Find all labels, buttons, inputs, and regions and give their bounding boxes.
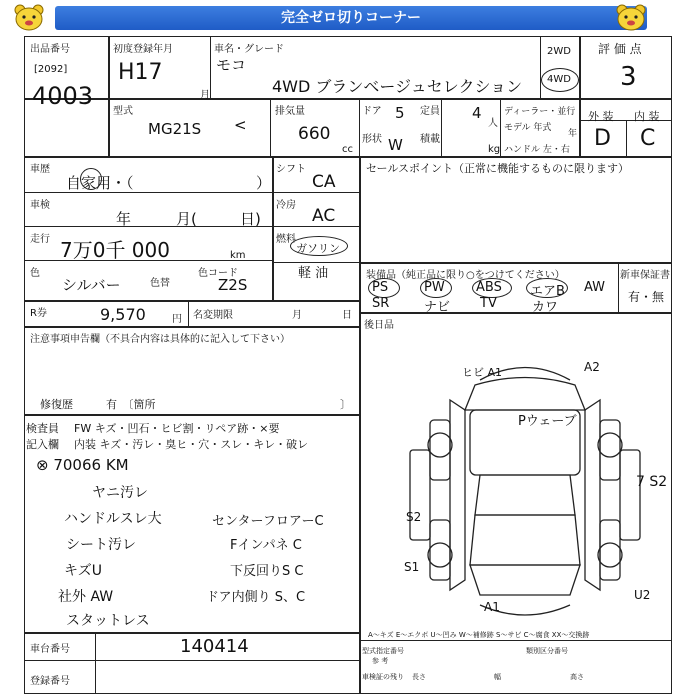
- diagram-mark: ヒビ A1: [462, 366, 503, 379]
- shape-label: 形状: [362, 134, 382, 145]
- color-code-label: 色コード: [198, 268, 238, 279]
- registration-label: 初度登録年月: [113, 44, 173, 55]
- capacity-label: 定員: [420, 106, 440, 117]
- equip-pw: PW: [424, 280, 445, 295]
- equip-navi: ナビ: [424, 300, 451, 315]
- score-ext-value: D: [594, 126, 611, 151]
- type-mark: <: [234, 116, 247, 134]
- model-grade: 4WD ブランベージュセレクション: [272, 77, 523, 96]
- equip-pw-circle: [420, 278, 452, 298]
- diagram-mark: Pウェーブ: [518, 414, 577, 429]
- handwritten-note: シート汚レ: [66, 537, 136, 553]
- color-label: 色: [30, 268, 40, 279]
- inspection-year: 年: [116, 210, 132, 228]
- bottom-r1: 型式指定番号: [362, 647, 404, 655]
- dealer-year-unit: 年: [568, 129, 578, 139]
- displacement-value: 660: [298, 124, 331, 144]
- bottom-r5: 長さ: [412, 673, 426, 681]
- handwritten-note: ドア内側り S、C: [206, 590, 306, 605]
- history-circle: [80, 168, 102, 190]
- score-int-label: 内 装: [634, 110, 660, 123]
- recycle-label: R券: [30, 308, 47, 319]
- handwritten-note: スタットレス: [66, 613, 150, 629]
- diagram-mark: A2: [584, 360, 600, 374]
- type-value: MG21S: [148, 120, 202, 138]
- diagram-mark: S2: [406, 510, 422, 524]
- capacity-unit: 人: [488, 118, 498, 129]
- handwritten-note: ⊗ 70066 KM: [36, 456, 129, 474]
- meibo-day: 日: [342, 310, 352, 321]
- meibo-label: 名変期限: [193, 310, 233, 321]
- bottom-r4: 車検証の残り: [362, 673, 404, 681]
- score-ext-label: 外 装: [588, 110, 614, 123]
- equip-ps-circle: [368, 278, 400, 298]
- rear-seat-label: 後日品: [364, 320, 394, 331]
- equip-sr: SR: [372, 296, 390, 311]
- recycle-unit: 円: [172, 314, 182, 325]
- repair-history: 修復歴 有 〔箇所: [40, 398, 156, 411]
- shift-label: シフト: [276, 164, 306, 175]
- doors-label: ドア: [362, 106, 382, 117]
- model-label: 車名・グレード: [214, 44, 284, 55]
- sales-label: セールスポイント（正常に機能するものに限ります）: [366, 162, 630, 175]
- diagram-mark: S1: [404, 560, 420, 574]
- meibo-month: 月: [292, 310, 302, 321]
- recycle-value: 9,570: [100, 305, 146, 324]
- load-unit: kg: [488, 144, 501, 155]
- dealer-line: ディーラー・並行: [504, 107, 576, 117]
- equip-airbag: エアB: [530, 284, 565, 299]
- dealer-model-year: モデル 年式: [504, 123, 552, 133]
- fuel-diesel: 軽 油: [298, 266, 329, 281]
- type-label: 型式: [113, 106, 133, 117]
- equip-ps: PS: [372, 280, 389, 295]
- notes-label: 注意事項申告欄（不具合内容は具体的に記入して下さい）: [30, 334, 290, 345]
- registration-year: H17: [118, 60, 163, 85]
- equipment-label: 装備品（純正品に限り○をつけてください）: [366, 270, 565, 281]
- handwritten-note: 下反回りS C: [230, 564, 304, 579]
- dealer-handle: ハンドル 左・右: [504, 145, 570, 155]
- ac-value: AC: [312, 206, 336, 226]
- header-title: 完全ゼロ切りコーナー: [281, 10, 421, 26]
- warranty-value: 有・無: [628, 290, 665, 304]
- displacement-label: 排気量: [275, 106, 305, 117]
- fuel-label: 燃料: [276, 234, 296, 245]
- color-change-label: 色替: [150, 278, 170, 289]
- inspector-label: 検査員: [26, 422, 59, 435]
- doors-value: 5: [395, 104, 405, 122]
- mileage-value: 7万0千 000: [60, 238, 170, 262]
- diagram-mark: A1: [484, 600, 500, 614]
- lot-label: 出品番号: [30, 44, 70, 55]
- lot-number: 4003: [32, 82, 94, 110]
- bear-mascot-icon: [10, 2, 48, 32]
- score-value: 3: [620, 62, 637, 92]
- mileage-unit: km: [230, 250, 246, 261]
- car-damage-diagram: [380, 350, 670, 630]
- bottom-r6: 幅: [494, 673, 501, 681]
- bottom-r7: 高さ: [570, 673, 584, 681]
- score-int-value: C: [640, 126, 656, 151]
- drive-4wd-circle: [541, 68, 579, 92]
- inspection-label: 車検: [30, 200, 50, 211]
- shift-value: CA: [312, 172, 336, 192]
- equip-tv: TV: [480, 296, 497, 311]
- handwritten-note: センターフロアーC: [212, 514, 324, 529]
- model-name: モコ: [216, 56, 247, 74]
- bear-mascot-icon: [612, 2, 650, 32]
- history-close: ）: [256, 174, 272, 192]
- history-label: 車歴: [30, 164, 50, 175]
- ac-label: 冷房: [276, 200, 296, 211]
- handwritten-note: キズU: [64, 563, 102, 579]
- inspector-row2: 内装 キズ・汚レ・臭ヒ・穴・スレ・キレ・破レ: [74, 438, 309, 451]
- equip-abs: ABS: [476, 280, 502, 295]
- color-code-value: Z2S: [218, 276, 248, 294]
- fuel-gas-circle: [290, 236, 348, 256]
- fuel-gas: ガソリン: [296, 242, 340, 255]
- inspection-month: 月(: [176, 210, 197, 228]
- bottom-r2: 類別区分番号: [526, 647, 568, 655]
- shape-value: W: [388, 136, 403, 154]
- handwritten-note: 社外 AW: [58, 589, 114, 605]
- handwritten-note: Fインパネ C: [230, 538, 302, 553]
- equip-leather: カワ: [532, 300, 559, 315]
- equip-airbag-circle: [526, 278, 568, 298]
- inspection-day: 日): [240, 210, 261, 228]
- handwritten-note: ヤニ汚レ: [92, 485, 148, 501]
- diagram-mark: 7 S2: [636, 474, 668, 490]
- drive-4wd: 4WD: [547, 74, 571, 85]
- registration-month-unit: 月: [200, 90, 210, 101]
- bottom-r3: 参 考: [372, 657, 389, 665]
- diagram-mark: U2: [634, 588, 651, 602]
- inspector-row1: FW キズ・凹石・ヒビ割・リペア跡・×要: [74, 422, 280, 435]
- score-label: 評 価 点: [598, 42, 642, 56]
- chassis-value: 140414: [180, 636, 249, 657]
- history-value: 自家用・（: [66, 174, 134, 192]
- equip-abs-circle: [472, 278, 512, 298]
- lot-bracket: [2092]: [34, 64, 68, 75]
- load-label: 積載: [420, 134, 440, 145]
- damage-legend: A～キズ E～エクボ U～凹み W～補修跡 S～サビ C～腐食 XX～交換跡: [368, 631, 590, 639]
- displacement-unit: cc: [342, 144, 353, 155]
- header-bar: [0, 0, 700, 34]
- chassis-label: 車台番号: [30, 644, 70, 655]
- color-value: シルバー: [62, 276, 121, 294]
- equip-aw: AW: [584, 280, 606, 295]
- capacity-value: 4: [472, 104, 482, 122]
- regnum-label: 登録番号: [30, 676, 70, 687]
- repair-history-close: 〕: [340, 398, 351, 411]
- warranty-label: 新車保証書: [620, 270, 670, 281]
- drive-2wd: 2WD: [547, 46, 571, 57]
- inspector-label-2: 記入欄: [26, 438, 59, 451]
- mileage-label: 走行: [30, 234, 50, 245]
- handwritten-note: ハンドルスレ大: [64, 511, 162, 527]
